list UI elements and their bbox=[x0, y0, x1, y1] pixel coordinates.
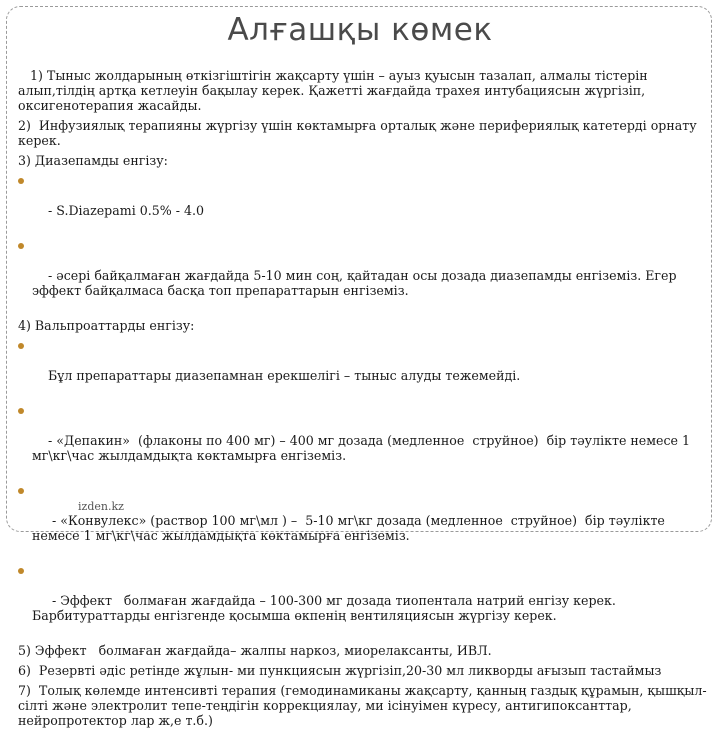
paragraph-7: 7) Толық көлемде интенсивті терапия (гемодинамиканы жақсарту, қанның газдық құрамын, қышқыл-сілті және электролит тепе-теңдігін коррекциялау, ми ісінуімен күресу, антигипоксанттар, нейропротектор лар ж,е т.б.) bbox=[18, 683, 707, 728]
bullet-item-4 bbox=[18, 403, 708, 478]
paragraph-5: 5) Эффект болмаған жағдайда– жалпы наркоз, миорелаксанты, ИВЛ. bbox=[18, 643, 492, 658]
paragraph-1: 1) Тыныс жолдарының өткізгіштігін жақсарту үшін – ауыз қуысын тазалап, алмалы тістерін алып,тілдің артқа кетлеуін бақылау керек. Қажетті жағдайда трахея интубациясын жүргізіп, оксигенотерапия жасайды. bbox=[18, 68, 652, 113]
bullet-dot-icon bbox=[18, 243, 24, 249]
bullet-item-3 bbox=[18, 338, 708, 398]
bullet-text-1: - S.Diazepami 0.5% - 4.0 bbox=[48, 203, 205, 218]
bullet-dot-icon bbox=[18, 408, 24, 414]
paragraph-2: 2) Инфузиялық терапияны жүргізу үшін көктамырға орталық және перифериялық катетерді орнату керек. bbox=[18, 118, 701, 148]
bullet-item-1 bbox=[18, 173, 708, 233]
bullet-text-4: - «Депакин» (флаконы по 400 мг) – 400 мг дозада (медленное струйное) бір тәулікте немесе 1 мг\кг\час жылдамдықта көктамырға енгіземіз. bbox=[32, 433, 695, 463]
paragraph-3: 3) Диазепамды енгізу: bbox=[18, 153, 168, 168]
page-title: Алғашқы көмек bbox=[227, 12, 493, 48]
bullet-item-6 bbox=[18, 563, 708, 638]
bullet-text-2: - әсері байқалмаған жағдайда 5-10 мин соң, қайтадан осы дозада диазепамды енгіземіз. Егер эффект байқалмаса басқа топ препараттарын енгіземіз. bbox=[32, 268, 681, 298]
bullet-dot-icon bbox=[18, 343, 24, 349]
bullet-dot-icon bbox=[18, 568, 24, 574]
content-body bbox=[18, 68, 708, 733]
bullet-text-6: - Эффект болмаған жағдайда – 100-300 мг дозада тиопентала натрий енгізу керек. Барбитураттарды енгізгенде қосымша өкпенің вентиляциясын жүргізу керек. bbox=[32, 593, 620, 623]
bullet-text-5: - «Конвулекс» (раствор 100 мг\мл ) – 5-10 мг\кг дозада (медленное струйное) бір тәулікте немесе 1 мг\кг\час жылдамдықта көктамырға енгіземіз. bbox=[32, 513, 669, 543]
bullet-dot-icon bbox=[18, 178, 24, 184]
footer-watermark: izden.kz bbox=[78, 500, 124, 513]
bullet-text-3: Бұл препараттары диазепамнан ерекшелігі – тыныс алуды тежемейді. bbox=[48, 368, 521, 383]
paragraph-6: 6) Резервті әдіс ретінде жұлын- ми пункциясын жүргізіп,20-30 мл ликворды ағызып тастаймыз bbox=[18, 663, 662, 678]
bullet-item-2 bbox=[18, 238, 708, 313]
bullet-dot-icon bbox=[18, 488, 24, 494]
paragraph-4: 4) Вальпроаттарды енгізу: bbox=[18, 318, 195, 333]
bullet-item-5 bbox=[18, 483, 708, 558]
